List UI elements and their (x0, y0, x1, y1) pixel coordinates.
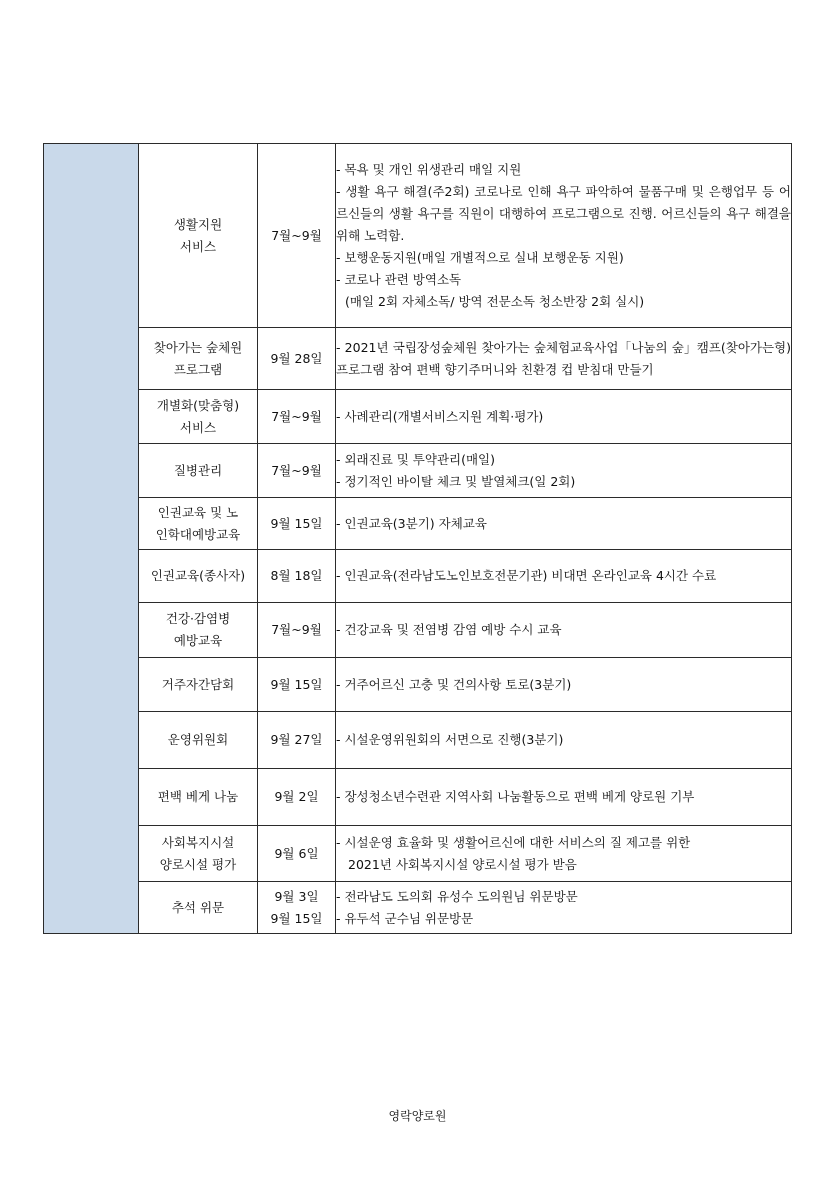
period-cell (258, 390, 336, 444)
period-cell (258, 826, 336, 882)
program-cell (139, 603, 258, 658)
program-line: 개별화(맞춤형) (156, 397, 240, 413)
activity-report-table (43, 143, 792, 934)
program-cell (139, 390, 258, 444)
content-line: - 거주어르신 고충 및 건의사항 토로(3분기) (336, 676, 572, 692)
period-line: 9월 15일 (270, 676, 323, 692)
category-side-cell (44, 144, 139, 934)
program-line: 인권교육(종사자) (150, 568, 246, 583)
content-line: (매일 2회 자체소독/ 방역 전문소독 청소반장 2회 실시) (345, 293, 645, 309)
program-line: 건강·감염병 (165, 611, 231, 626)
program-cell (139, 658, 258, 712)
period-cell (258, 328, 336, 390)
table-row (44, 658, 792, 712)
content-cell (336, 712, 792, 769)
program-line: 편백 베게 나눔 (157, 789, 239, 804)
content-line: - 인권교육(3분기) 자체교육 (336, 515, 487, 531)
content-line: - 유두석 군수님 위문방문 (336, 910, 474, 926)
period-cell (258, 444, 336, 498)
program-cell (139, 444, 258, 498)
period-line: 8월 18일 (270, 568, 323, 583)
program-cell (139, 882, 258, 934)
page-footer: 영락양로원 (388, 1109, 447, 1123)
table-row (44, 328, 792, 390)
content-cell (336, 658, 792, 712)
content-line: - 시설운영위원회의 서면으로 진행(3분기) (336, 732, 564, 747)
program-cell (139, 498, 258, 550)
program-line: 질병관리 (173, 462, 223, 478)
table-row (44, 498, 792, 550)
period-line: 7월~9월 (271, 462, 322, 478)
program-cell (139, 826, 258, 882)
content-cell (336, 328, 792, 390)
program-line: 서비스 (179, 419, 217, 435)
period-cell (258, 498, 336, 550)
content-line: - 보행운동지원(매일 개별적으로 실내 보행운동 지원) (336, 249, 624, 265)
content-cell (336, 444, 792, 498)
content-cell (336, 144, 792, 328)
period-line: 7월~9월 (271, 227, 322, 243)
content-cell (336, 882, 792, 934)
table-row (44, 444, 792, 498)
table-row (44, 826, 792, 882)
program-line: 사회복지시설 (161, 834, 235, 850)
content-line: - 인권교육(전라남도노인보호전문기관) 비대면 온라인교육 4시간 수료 (336, 568, 717, 583)
table-row (44, 390, 792, 444)
period-line: 7월~9월 (271, 408, 322, 424)
program-line: 추석 위문 (171, 899, 225, 915)
table-row (44, 603, 792, 658)
program-line: 양로시설 평가 (159, 856, 237, 872)
program-line: 찾아가는 숲체원 (153, 339, 243, 355)
program-line: 운영위원회 (167, 732, 229, 747)
program-line: 인학대예방교육 (155, 526, 241, 542)
content-line: - 목욕 및 개인 위생관리 매일 지원 (336, 161, 522, 177)
program-line: 인권교육 및 노 (157, 504, 239, 520)
content-cell (336, 826, 792, 882)
period-line: 9월 15일 (270, 515, 323, 531)
content-line: - 코로나 관련 방역소독 (336, 271, 462, 287)
period-cell (258, 144, 336, 328)
period-line: 9월 28일 (270, 350, 323, 366)
content-cell (336, 769, 792, 826)
program-line: 생활지원 (173, 216, 223, 232)
program-cell (139, 769, 258, 826)
table-row (44, 769, 792, 826)
program-cell (139, 550, 258, 603)
content-line: - 전라남도 도의회 유성수 도의원님 위문방문 (336, 888, 578, 904)
period-line: 7월~9월 (271, 622, 322, 637)
period-line: 9월 2일 (274, 789, 319, 804)
period-line: 9월 3일 (274, 888, 319, 904)
program-line: 거주자간담회 (161, 676, 235, 692)
content-line: - 정기적인 바이탈 체크 및 발열체크(일 2회) (336, 473, 576, 489)
content-cell (336, 550, 792, 603)
program-cell (139, 712, 258, 769)
program-line: 예방교육 (173, 633, 223, 648)
content-line: - 2021년 국립장성숲체원 찾아가는 숲체험교육사업「나눔의 숲」캠프(찾아가는형) 프로그램 참여 편백 향기주머니와 친환경 컵 받침대 만들기 (336, 339, 791, 377)
content-cell (336, 498, 792, 550)
period-cell (258, 882, 336, 934)
program-line: 프로그램 (173, 361, 223, 377)
period-line: 9월 15일 (270, 910, 323, 926)
table-row (44, 550, 792, 603)
content-line: - 생활 욕구 해결(주2회) 코로나로 인해 욕구 파악하여 물품구매 및 은행업무 등 어르신들의 생활 욕구를 직원이 대행하여 프로그램으로 진행. 어르신들의 욕구 해결을 위해 노력함. (336, 183, 791, 243)
table-row (44, 144, 792, 328)
period-cell (258, 658, 336, 712)
period-cell (258, 550, 336, 603)
content-line: - 건강교육 및 전염병 감염 예방 수시 교육 (336, 622, 562, 637)
period-line: 9월 27일 (270, 732, 323, 747)
program-cell (139, 328, 258, 390)
table-row (44, 882, 792, 934)
content-line: - 외래진료 및 투약관리(매일) (336, 451, 496, 467)
content-line: - 시설운영 효율화 및 생활어르신에 대한 서비스의 질 제고를 위한 (336, 834, 691, 850)
program-cell (139, 144, 258, 328)
period-line: 9월 6일 (274, 845, 319, 861)
content-cell (336, 603, 792, 658)
content-line: 2021년 사회복지시설 양로시설 평가 받음 (348, 856, 577, 872)
table-row (44, 712, 792, 769)
period-cell (258, 712, 336, 769)
program-line: 서비스 (179, 238, 217, 254)
period-cell (258, 603, 336, 658)
content-line: - 사례관리(개별서비스지원 계획·평가) (336, 408, 544, 424)
content-cell (336, 390, 792, 444)
content-line: - 장성청소년수련관 지역사회 나눔활동으로 편백 베게 양로원 기부 (336, 789, 695, 804)
period-cell (258, 769, 336, 826)
